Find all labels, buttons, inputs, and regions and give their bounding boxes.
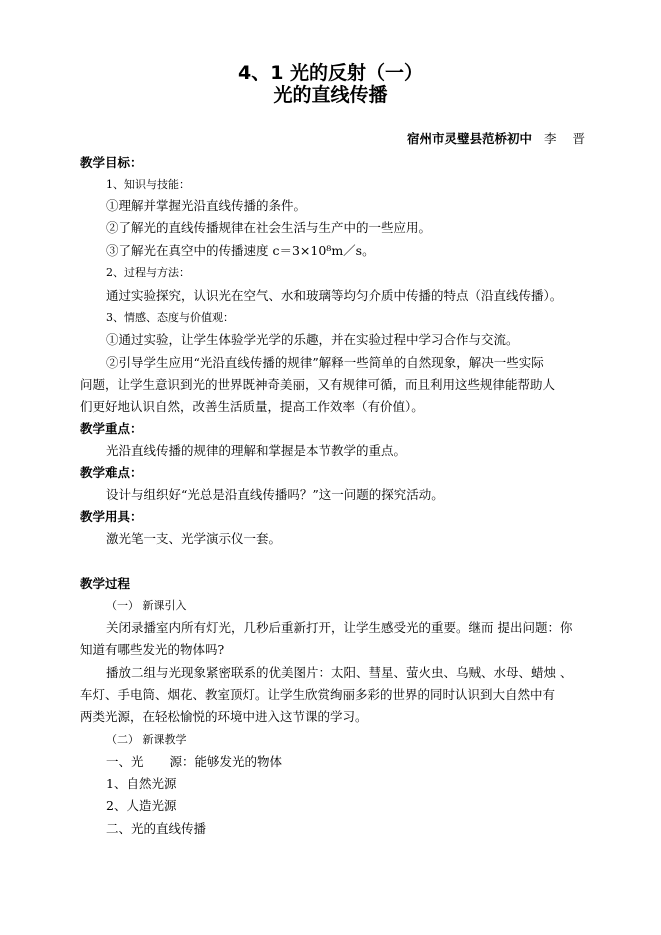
tools-text: 激光笔一支、光学演示仪一套。 — [106, 531, 282, 546]
process-method-text: 通过实验探究，认识光在空气、水和玻璃等均匀介质中传播的特点（沿直线传播）。 — [106, 288, 563, 303]
light-source-rest: 源：能够发光的物体 — [169, 754, 283, 769]
natural-light-source: 1、自然光源 — [106, 776, 177, 791]
artificial-light-source: 2、人造光源 — [106, 798, 177, 813]
intro-heading: （一） 新课引入 — [106, 599, 187, 612]
tools-heading: 教学用具： — [80, 509, 143, 524]
author-name: 李 晋 — [544, 131, 591, 146]
attitude-item-2-line-2: 问题，让学生意识到光的世界既神奇美丽，又有规律可循，而且利用这些规律能帮助人 — [80, 377, 556, 392]
new-lesson-heading: （二） 新课教学 — [106, 733, 187, 746]
difficulty-heading: 教学难点： — [80, 465, 143, 480]
title-line-1: 4、1 光的反射（一） — [237, 62, 424, 84]
objectives-heading: 教学目标： — [80, 155, 143, 170]
play-line-2: 车灯、手电筒、烟花、教室顶灯。让学生欣赏绚丽多彩的世界的同时认识到大自然中有 — [80, 687, 556, 702]
key-point-text: 光沿直线传播的规律的理解和掌握是本节教学的重点。 — [106, 443, 407, 458]
process-method-heading: 2、过程与方法： — [106, 266, 190, 279]
difficulty-text: 设计与组织好“光总是沿直线传播吗？”这一问题的探究活动。 — [106, 487, 444, 502]
straight-propagation-heading: 二、光的直线传播 — [106, 821, 207, 836]
knowledge-item-1: ①理解并掌握光沿直线传播的条件。 — [106, 198, 307, 213]
knowledge-item-2: ②了解光的直线传播规律在社会生活与生产中的一些应用。 — [106, 220, 432, 235]
attitude-item-2-line-1: ②引导学生应用“光沿直线传播的规律”解释一些简单的自然现象，解决一些实际 — [106, 355, 544, 370]
attitude-item-1: ①通过实验，让学生体验学光学的乐趣，并在实验过程中学习合作与交流。 — [106, 332, 519, 347]
light-source-prefix: 一、光 — [106, 754, 144, 769]
attitude-heading: 3、情感、态度与价值观： — [106, 311, 234, 324]
play-line-1: 播放二组与光现象紧密联系的优美图片：太阳、彗星、萤火虫、乌贼、水母、蜡烛 、 — [106, 665, 573, 680]
intro-line-1: 关闭录播室内所有灯光，几秒后重新打开，让学生感受光的重要。继而 提出问题：你 — [106, 620, 573, 635]
author-school: 宿州市灵璧县范桥初中 — [407, 131, 533, 146]
author-line — [407, 129, 591, 147]
knowledge-item-3: ③了解光在真空中的传播速度 c＝3×10⁸m／s。 — [106, 243, 375, 258]
light-source-definition — [106, 754, 282, 770]
intro-line-2: 知道有哪些发光的物体吗? — [80, 642, 225, 657]
process-heading: 教学过程 — [80, 576, 131, 591]
play-line-3: 两类光源，在轻松愉悦的环境中进入这节课的学习。 — [80, 709, 368, 724]
knowledge-heading: 1、知识与技能： — [106, 178, 190, 191]
title-line-2: 光的直线传播 — [273, 84, 388, 106]
attitude-item-2-line-3: 们更好地认识自然，改善生活质量，提高工作效率（有价值）。 — [80, 399, 424, 414]
key-point-heading: 教学重点： — [80, 421, 143, 436]
